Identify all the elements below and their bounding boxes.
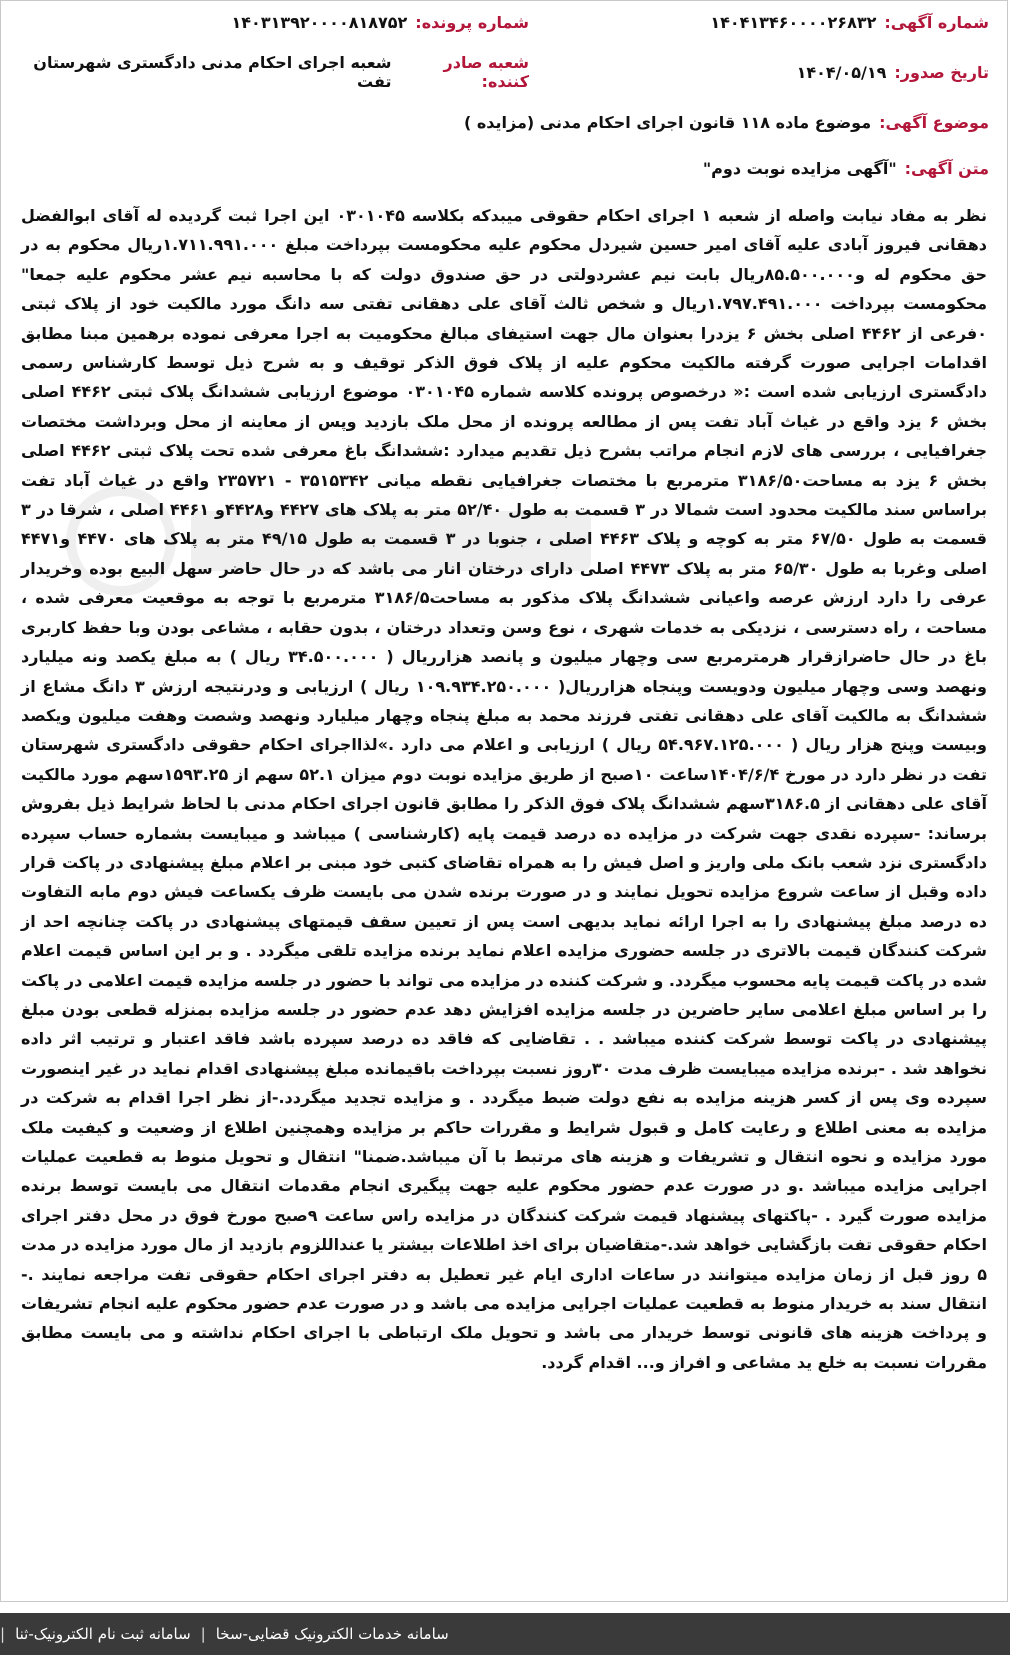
case-number-label: شماره پرونده:: [415, 12, 529, 32]
issuing-branch-value: شعبه اجرای احکام مدنی دادگستری شهرستان تفت: [33, 53, 392, 91]
notice-body: نظر به مفاد نیابت واصله از شعبه ۱ اجرای احکام حقوقی میبدکه بکلاسه ۰۳۰۱۰۴۵ این اجرا ثبت گردیده له آقای ابوالفضل دهقانی فیروز آبادی علیه آقای امیر حسین شیردل محکوم علیه محکومست بپرداخت مبلغ ۱.۷۱۱.۹۹۱.۰۰۰ریال محکوم به در حق محکوم له و۸۵.۵۰۰.۰۰۰ریال بابت نیم عشردولتی در حق صندوق دولت که با محاسبه نیم عشر محکوم علیه جمعا" محکومست بپرداخت ۱.۷۹۷.۴۹۱.۰۰۰ریال و شخص ثالث آقای علی دهقانی تفتی سه دانگ مورد مالکیت خود از پلاک ثبتی ۰فرعی از ۴۴۶۲ اصلی بخش ۶ یزدرا بعنوان مال جهت استیفای مبالغ محکومیت به اجرا معرفی نموده برهمین مبنا مطابق اقدامات اجرایی صورت گرفته مالکیت محکوم علیه از پلاک فوق الذکر توقیف و به شرح ذیل توسط کارشناس رسمی دادگستری ارزیابی شده است :« درخصوص پرونده کلاسه شماره ۰۳۰۱۰۴۵ موضوع ارزیابی ششدانگ پلاک ثبتی ۴۴۶۲ اصلی بخش ۶ یزد واقع در غیاث آباد تفت پس از مطالعه پرونده از محل ملک بازدید وپس از معاینه از محل وبرداشت مختصات جغرافیایی ، بررسی های لازم انجام مراتب بشرح ذیل تقدیم میدارد :ششدانگ باغ معرفی شده تحت پلاک ثبتی ۴۴۶۲ اصلی بخش ۶ یزد به مساحت۳۱۸۶/۵۰ مترمربع با مختصات جغرافیایی نقطه میانی ۳۵۱۵۳۴۲ - ۲۳۵۷۲۱ واقع در غیاث آباد تفت براساس سند مالکیت محدود است شمالا در ۳ قسمت به طول ۵۲/۴۰ متر به پلاک های ۴۴۲۷ و۴۴۲۸و ۴۴۶۱ اصلی ، شرقا در ۳ قسمت به طول ۶۷/۵۰ متر به کوچه و پلاک ۴۴۶۳ اصلی ، جنوبا در ۳ قسمت به طول ۴۹/۱۵ متر به پلاک های ۴۴۷۰ و۴۴۷۱ اصلی وغربا به طول ۶۵/۳۰ متر به پلاک ۴۴۷۳ اصلی دارای درختان انار می باشد که در حال حاضر سهل البیع بوده وخریدار عرفی را دارد ارزش عرصه واعیانی ششدانگ پلاک مذکور به مساحت۳۱۸۶/۵ مترمربع با توجه به موقعیت معرفی شده ، مساحت ، راه دسترسی ، نزدیکی به خدمات شهری ، نوع وسن وتعداد درختان ، بدون حقابه ، مشاعی بودن وبا حفظ کاربری باغ در حال حاضرازقرار هرمترمربع سی وچهار میلیون و پانصد هزارریال ( ۳۴.۵۰۰.۰۰۰ ریال ) به مبلغ یکصد ونه میلیارد ونهصد وسی وچهار میلیون ودویست وپنجاه هزارریال( ۱۰۹.۹۳۴.۲۵۰.۰۰۰ ریال ) ارزیابی و ودرنتیجه ارزش ۳ دانگ مشاع از ششدانگ به مالکیت آقای علی دهقانی تفتی فرزند محمد به مبلغ پنجاه وچهار میلیارد ونهصد وشصت وهفت میلیون ویکصد وبیست وپنج هزار ریال ( ۵۴.۹۶۷.۱۲۵.۰۰۰ ریال ) ارزیابی و اعلام می دارد .»لذااجرای احکام حقوقی دادگستری شهرستان تفت در نظر دارد در مورخ ۱۴۰۴/۶/۴ساعت ۱۰صبح از طریق مزایده نوبت دوم میزان ۵۲.۱ سهم از ۱۵۹۳.۲۵سهم مورد مالکیت آقای علی دهقانی از ۳۱۸۶.۵سهم ششدانگ پلاک فوق الذکر را مطابق قانون اجرای احکام مدنی با لحاظ شرایط ذیل بفروش برساند: -سپرده نقدی جهت شرکت در مزایده ده درصد قیمت پایه (کارشناسی ) میباشد و میبایست بشماره حساب سپرده دادگستری نزد شعب بانک ملی واریز و اصل فیش را به همراه تقاضای کتبی خود مبنی بر اعلام مبلغ پیشنهادی در پاکت قرار داده وقبل از ساعت شروع مزایده تحویل نمایند و در صورت برنده شدن می بایست ظرف یکساعت فیش دوم مابه التفاوت ده درصد مبلغ پیشنهادی را به اجرا ارائه نماید بدیهی است پس از تعیین سقف قیمتهای پیشنهادی در پاکت چنانچه احد از شرکت کنندگان قیمت بالاتری در جلسه حضوری مزایده اعلام نماید برنده مزایده تلقی میگردد . و بر این اساس قیمت اعلام شده در پاکت قیمت پایه محسوب میگردد. و شرکت کننده در مزایده می تواند با حضور در جلسه مزایده قیمت اعلامی در پاکت را بر اساس مبلغ اعلامی سایر حاضرین در جلسه مزایده افزایش دهد عدم حضور در جلسه مزایده بمنزله قطعی بودن مبلغ پیشنهادی در پاکت توسط شرکت کننده میباشد . . تقاضایی که فاقد ده درصد سپرده باشد فاقد اعتبار و ترتیب اثر داده نخواهد شد . -برنده مزایده میبایست ظرف مدت ۳۰روز نسبت بپرداخت باقیمانده مبلغ پیشنهادی اقدام نماید در غیر اینصورت سپرده وی پس از کسر هزینه مزایده به نفع دولت ضبط میگردد . و مزایده تجدید میگردد.-از نظر اجرا اقدام به شرکت در مزایده به معنی اطلاع و رعایت کامل و قبول شرایط و مقررات حاکم بر مزایده وهمچنین اطلاع از وضعیت و کیفیت ملک مورد مزایده و نحوه انتقال و تشریفات و هزینه های مرتبط با آن میباشد.ضمنا" انتقال و تحویل منوط به قطعیت عملیات اجرایی مزایده میباشد .و در صورت عدم حضور محکوم علیه جهت پیگیری انجام مقدمات انتقال می بایست توسط برنده مزایده صورت گیرد . -پاکتهای پیشنهاد قیمت شرکت کنندگان در مزایده راس ساعت ۹صبح مورخ فوق در محل دفتر اجرای احکام حقوقی تفت بازگشایی خواهد شد.-متقاضیان برای اخذ اطلاعات بیشتر یا عنداللزوم بازدید از مال مورد مزایده در مدت ۵ روز قبل از زمان مزایده میتوانند در ساعات اداری ایام غیر تعطیل به دفتر اجرای احکام حقوقی تفت مراجعه نمایند .- انتقال سند به خریدار منوط به قطعیت عملیات اجرایی مزایده می باشد و در صورت عدم حضور محکوم علیه انجام تشریفات و پرداخت هزینه های قانونی توسط خریدار می باشد و تحویل ملک ارتباطی با اجرای احکام نداشته و می بایست مطابق مقررات نسبت به خلع ید مشاعی و افراز و... اقدام گردد.: [21, 206, 988, 1372]
case-number-value: ۱۴۰۳۱۳۹۲۰۰۰۰۸۱۸۷۵۲: [231, 12, 408, 32]
issuing-branch: [19, 53, 529, 91]
notice-subject: [19, 113, 989, 132]
text-label: متن آگهی:: [904, 159, 989, 178]
case-number: [232, 13, 529, 32]
notice-number-value: ۱۴۰۴۱۳۴۶۰۰۰۰۲۶۸۳۲: [710, 12, 877, 32]
header-row-2: [19, 53, 989, 91]
notice-text-heading: [19, 159, 989, 178]
footer-link-sakha[interactable]: سامانه خدمات الکترونیک قضایی-سخا: [215, 1625, 449, 1643]
notice-number: [710, 13, 989, 32]
header-row-1: [19, 7, 989, 37]
footer-separator-end: |: [0, 1625, 6, 1643]
issue-date-value: ۱۴۰۴/۰۵/۱۹: [796, 62, 887, 82]
footer-separator: |: [200, 1625, 206, 1643]
notice-number-label: شماره آگهی:: [884, 12, 989, 32]
footer-bar: [0, 1613, 1010, 1655]
subject-label: موضوع آگهی:: [879, 113, 989, 132]
issuing-branch-label: شعبه صادر کننده:: [443, 53, 529, 91]
text-heading-value: "آگهی مزایده نوبت دوم": [702, 159, 897, 178]
issue-date: [797, 63, 989, 82]
issue-date-label: تاریخ صدور:: [894, 62, 989, 82]
subject-value: موضوع ماده ۱۱۸ قانون اجرای احکام مدنی (مزایده ): [463, 113, 872, 132]
footer-link-sana[interactable]: سامانه ثبت نام الکترونیک-ثنا: [15, 1625, 191, 1643]
